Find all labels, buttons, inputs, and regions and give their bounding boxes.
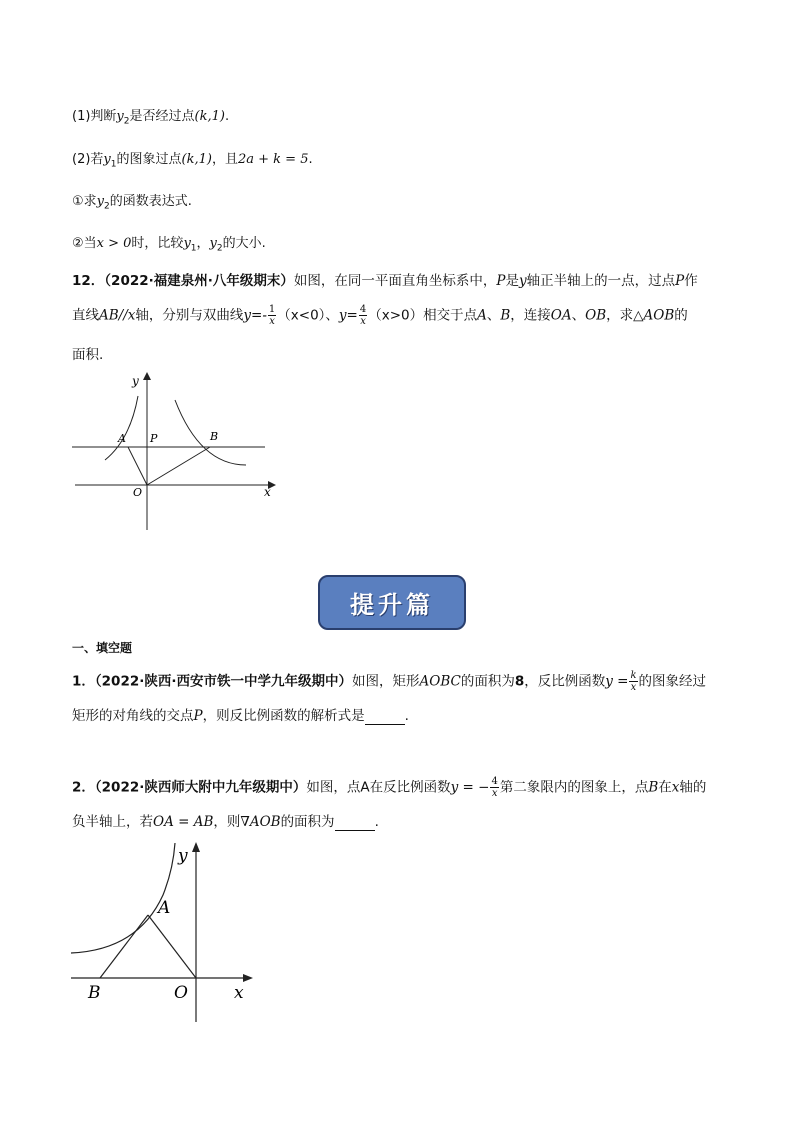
label-x: x (234, 983, 244, 1003)
question-12-line-3: 面积. (72, 347, 104, 363)
x-axis-arrow (243, 974, 253, 982)
figure-q2 (68, 840, 268, 1025)
y-axis-arrow (143, 372, 151, 380)
question-2-line-1: 2．（2022·陕西师大附中九年级期中）如图，点A在反比例函数y = − $\frac{4}{x}$ 第二象限内的图象上，点B在x轴的 (72, 776, 707, 799)
hyperbola-left (105, 396, 138, 460)
segment-oa (128, 447, 147, 485)
section-banner: 提升篇 (318, 575, 466, 630)
segment-ao (148, 915, 196, 978)
question-12-line-2: 直线AB//x轴，分别与双曲线y=- $\frac{1}{x}$ （x<0）、y= $\frac{4}{x}$ （x>0）相交于点A、B，连接OA、OB，求△AOB的 (72, 304, 688, 327)
question-2-line-2: 负半轴上，若OA = AB，则∇AOB的面积为 . (72, 814, 379, 830)
label-b: B (210, 430, 219, 443)
label-o: O (174, 983, 188, 1003)
figure-12 (70, 370, 280, 535)
sub-question-2b: ②当x > 0时，比较$y_1$，$y_2$的大小. (72, 236, 266, 254)
answer-blank-1[interactable] (365, 710, 405, 725)
label-y: y (178, 846, 188, 866)
sub-question-1: (1)判断$y_2$是否经过点(k,1). (72, 109, 230, 127)
y-axis-arrow (192, 842, 200, 852)
label-y: y (132, 374, 139, 388)
question-1-line-1: 1．（2022·陕西·西安市铁一中学九年级期中）如图，矩形AOBC的面积为8，反比例函数y = $\frac{k}{x}$ 的图象经过 (72, 670, 707, 693)
fraction-1-over-x: $\frac{1}{x}$ (268, 304, 276, 327)
sub-question-2: (2)若$y_1$的图象过点(k,1)，且2a + k = 5. (72, 152, 313, 170)
label-b: B (88, 983, 101, 1003)
question-1-line-2: 矩形的对角线的交点P，则反比例函数的解析式是 . (72, 708, 409, 724)
answer-blank-2[interactable] (335, 816, 375, 831)
label-x: x (264, 485, 271, 499)
section-title: 一、填空题 (72, 641, 133, 655)
question-12-line-1: 12．（2022·福建泉州·八年级期末）如图，在同一平面直角坐标系中，P是y轴正半轴上的一点，过点P作 (72, 273, 698, 289)
segment-ob (147, 447, 210, 485)
label-o: O (133, 486, 143, 499)
label-a: A (118, 432, 126, 445)
sub-question-2a: ①求$y_2$的函数表达式. (72, 194, 192, 212)
fraction-k-over-x: $\frac{k}{x}$ (630, 670, 637, 693)
fraction-4-over-x-q2: $\frac{4}{x}$ (491, 776, 498, 799)
label-p: P (150, 432, 158, 445)
label-a: A (158, 898, 171, 918)
fraction-4-over-x: $\frac{4}{x}$ (359, 304, 367, 327)
